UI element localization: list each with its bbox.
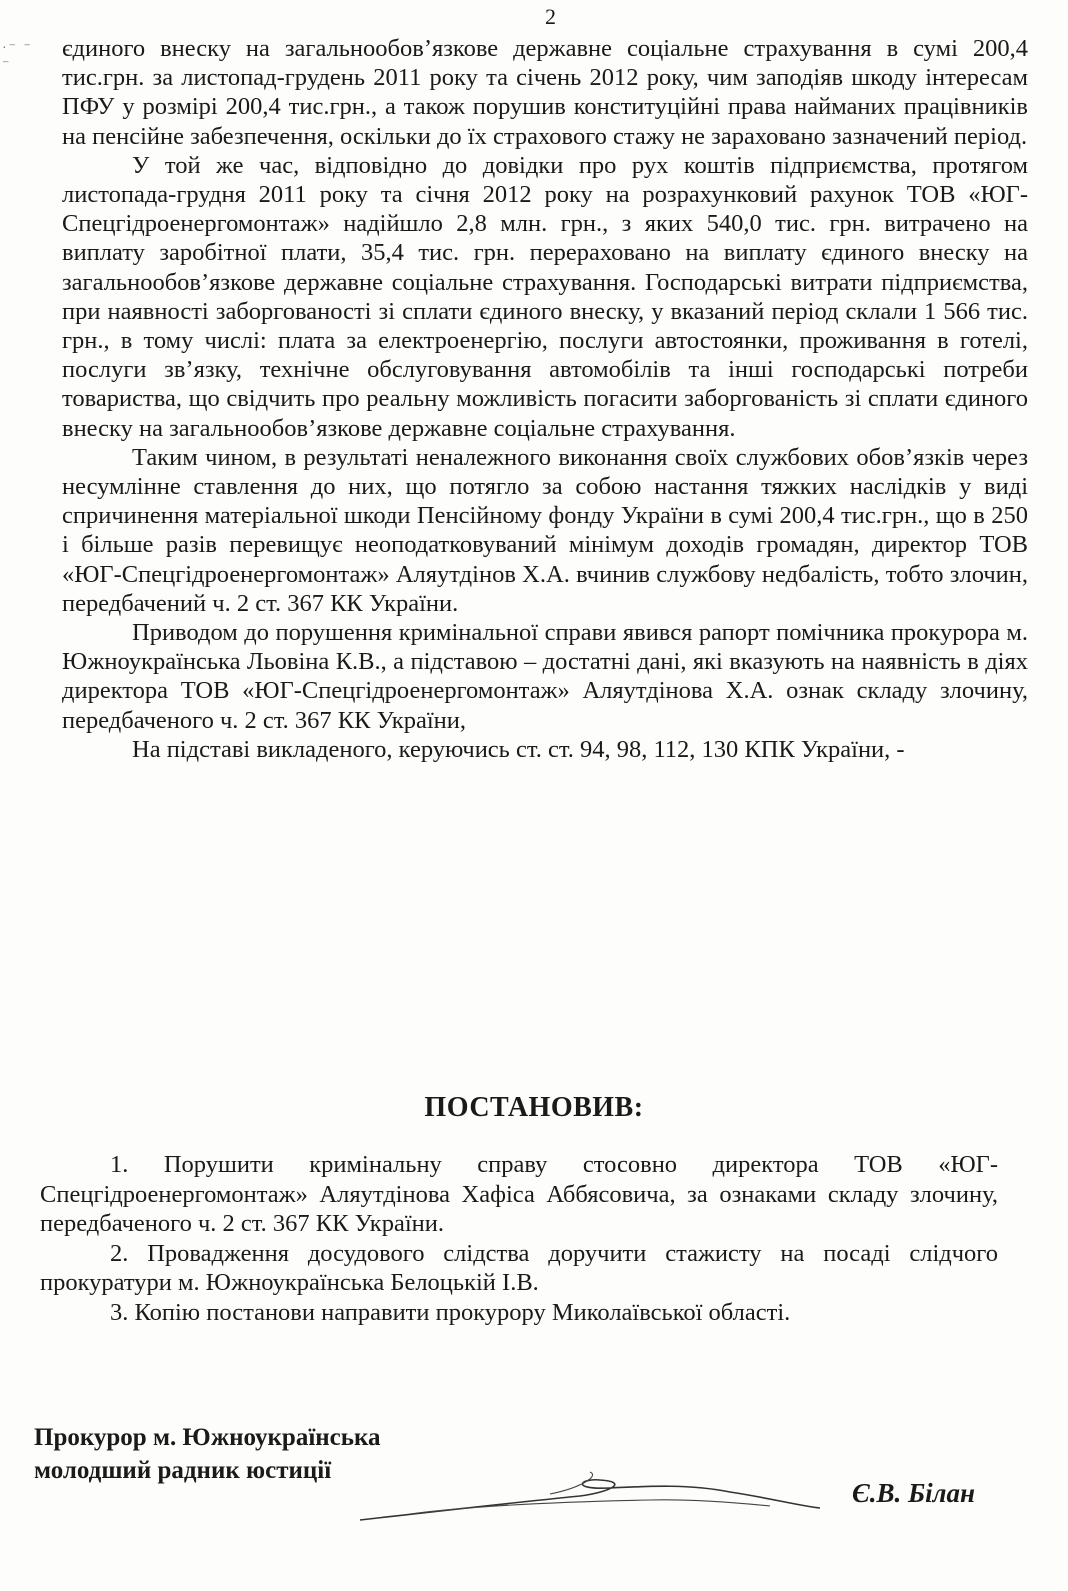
position-line-1: Прокурор м. Южноукраїнська xyxy=(34,1424,381,1451)
paragraph-4: Приводом до порушення кримінальної справи явився рапорт помічника прокурора м. Южноукраїнська Льовіна К.В., а підставою – достатні дані, які вказують на наявність в діях директора ТОВ «ЮГ-Спецгідроенергомонтаж» Аляутдінова Х.А. ознак складу злочину, передбаченого ч. 2 ст. 367 КК України, xyxy=(62,619,1028,734)
paragraph-3: Таким чином, в результаті неналежного виконання своїх службових обов’язків через несумлінне ставлення до них, що потягло за собою настання тяжких наслідків у виді спричинення матеріальної шкоди Пенсійному фонду України в сумі 200,4 тис.грн., що в 250 і більше разів перевищує неоподатковуваний мінімум доходів громадян, директор ТОВ «ЮГ-Спецгідроенергомонтаж» Аляутдінов Х.А. вчинив службову недбалість, тобто злочин, передбачений ч. 2 ст. 367 КК України. xyxy=(62,443,1028,617)
decision-heading: ПОСТАНОВИВ: xyxy=(424,1092,644,1123)
document-body xyxy=(62,34,1028,764)
decision-item-3: 3. Копію постанови направити прокурору Миколаївської області. xyxy=(110,1298,791,1326)
paragraph-1: єдиного внеску на загальнообов’язкове державне соціальне страхування в сумі 200,4 тис.грн. за листопад-грудень 2011 року та січень 2012 року, чим заподіяв шкоду інтересам ПФУ у розмірі 200,4 тис.грн., а також порушив конституційні права найманих працівників на пенсійне забезпечення, оскільки до їх страхового стажу не зараховано зазначений період. xyxy=(62,35,1028,150)
signer-name: Є.В. Білан xyxy=(852,1478,976,1508)
paragraph-2: У той же час, відповідно до довідки про рух коштів підприємства, протягом листопада-грудня 2011 року та січня 2012 року на розрахунковий рахунок ТОВ «ЮГ-Спецгідроенергомонтаж» надійшло 2,8 млн. грн., з яких 540,0 тис. грн. витрачено на виплату заробітної плати, 35,4 тис. грн. перераховано на виплату єдиного внеску на загальнообов’язкове державне соціальне страхування. Господарські витрати підприємства, при наявності заборгованості зі сплати єдиного внеску, у вказаний період склали 1 566 тис. грн., в тому числі: плата за електроенергію, послуги автостоянки, проживання в готелі, послуги зв’язку, технічне обслуговування автомобілів та інші господарські потреби товариства, що свідчить про реальну можливість погасити заборгованість зі сплати єдиного внеску на загальнообов’язкове державне соціальне страхування. xyxy=(62,151,1028,442)
decision-item-2: 2. Провадження досудового слідства доручити стажисту на посаді слідчого прокуратури м. Южноукраїнська Белоцькій І.В. xyxy=(40,1239,998,1296)
handwritten-signature xyxy=(350,1462,830,1532)
decision-list xyxy=(40,1150,998,1327)
position-line-2: молодший радник юстиції xyxy=(34,1457,332,1484)
decision-item-1: 1. Порушити кримінальну справу стосовно директора ТОВ «ЮГ-Спецгідроенергомонтаж» Аляутдінова Хафіса Аббясовича, за ознаками складу злочину, передбаченого ч. 2 ст. 367 КК України. xyxy=(40,1151,998,1237)
signatory-position xyxy=(34,1421,381,1487)
scan-artifact: ·⁻ ⁻ ⁻ xyxy=(2,41,33,73)
page-number: 2 xyxy=(545,4,556,29)
paragraph-5: На підставі викладеного, керуючись ст. ст. 94, 98, 112, 130 КПК України, - xyxy=(132,735,905,763)
